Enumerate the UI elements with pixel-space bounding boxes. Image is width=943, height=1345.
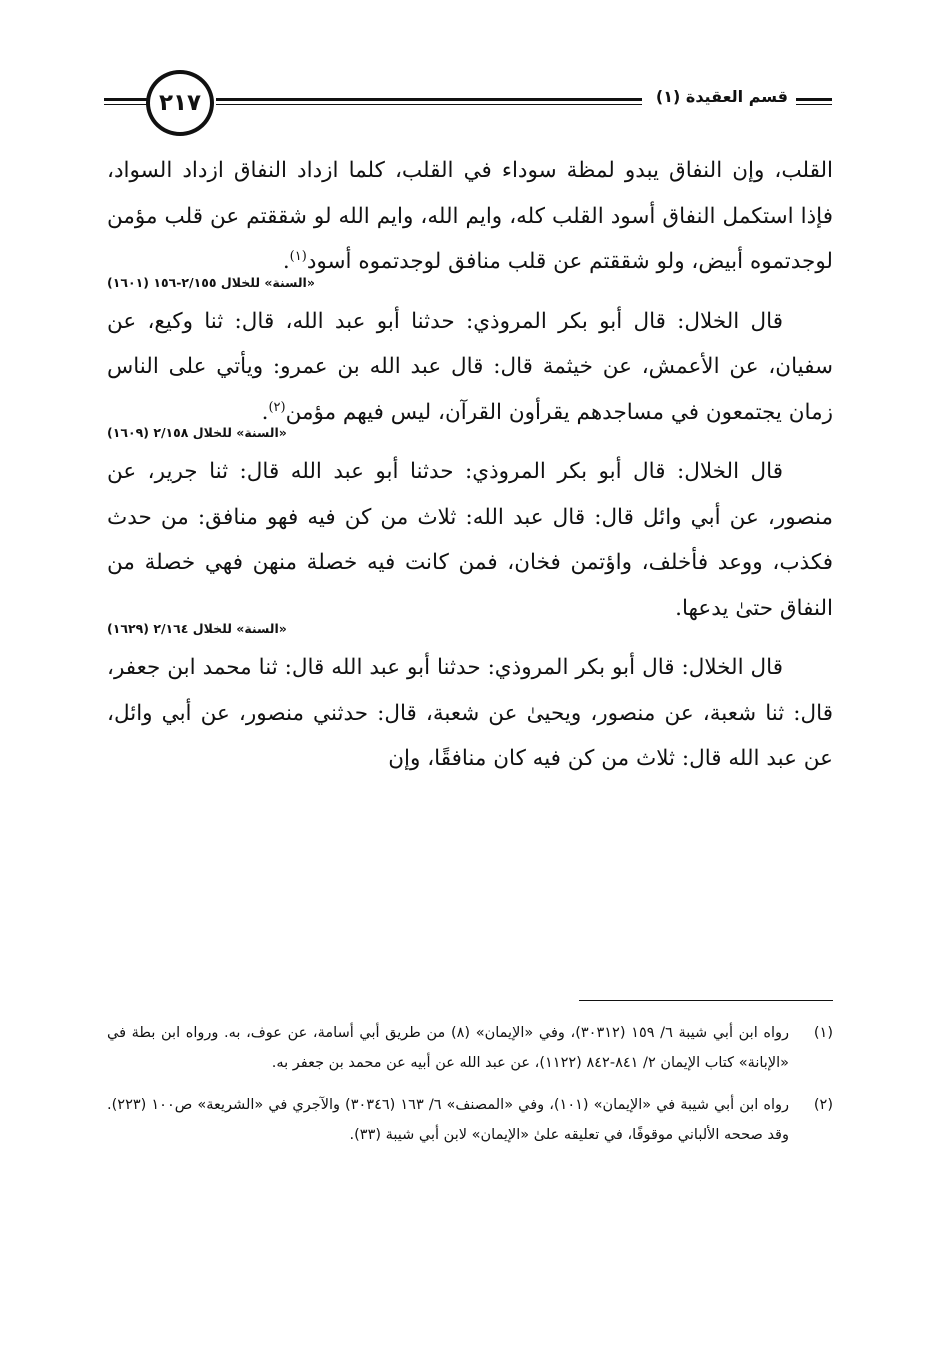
footnotes — [107, 1018, 833, 1162]
source-reference: «السنة» للخلال ٢/١٥٨ (١٦٠٩) — [107, 425, 287, 440]
paragraph-text: القلب، وإن النفاق يبدو لمظة سوداء في القلب، كلما ازداد النفاق ازداد السواد، فإذا استكمل النفاق أسود القلب كله، وايم الله، وايم الله لو شققتم عن قلب مؤمن لوجدتموه أبيض، ولو شققتم عن قلب منافق لوجدتموه أسود — [107, 158, 833, 274]
page-number-circle — [146, 70, 214, 136]
paragraph-text: قال الخلال: قال أبو بكر المروذي: حدثنا أبو عبد الله، قال: ثنا وكيع، عن سفيان، عن الأعمش، عن خيثمة قال: قال عبد الله بن عمرو: ويأتي على الناس زمان يجتمعون في مساجدهم يقرأون القرآن، ليس فيهم مؤمن — [107, 308, 833, 425]
source-reference: «السنة» للخلال ٢/١٥٥-١٥٦ (١٦٠١) — [107, 274, 315, 290]
header-rule-left — [104, 98, 148, 105]
section-title: قسم العقيدة (١) — [655, 87, 788, 106]
paragraph-end: . — [261, 399, 269, 425]
footnote-marker: (٢) — [268, 399, 286, 415]
footnote-text: رواه ابن أبي شيبة ٦/ ١٥٩ (٣٠٣١٢)، وفي «الإيمان» (٨) من طريق أبي أسامة، عن عوف، به. ورواه ابن بطة في «الإبانة» كتاب الإيمان ٢/ ٨٤١-٨٤٢ (١١٢٢)، عن عبد الله عن أبيه عن محمد بن جعفر به. — [107, 1025, 789, 1071]
footnote-number: (١) — [813, 1025, 833, 1041]
header-rule-right — [796, 98, 832, 105]
footnote-number: (٢) — [813, 1097, 833, 1113]
main-text — [107, 148, 833, 782]
header-rule-middle — [216, 98, 642, 105]
paragraph-4 — [107, 645, 833, 782]
footnote-text: رواه ابن أبي شيبة في «الإيمان» (١٠١)، وفي «المصنف» ٦/ ١٦٣ (٣٠٣٤٦) والآجري في «الشريعة» ص١٠٠ (٢٢٣). وقد صححه الألباني موقوفًا، في تعليقه علىٰ «الإيمان» لابن أبي شيبة (٣٣). — [107, 1097, 789, 1143]
paragraph-text: قال الخلال: قال أبو بكر المروذي: حدثنا أبو عبد الله قال: ثنا محمد ابن جعفر، قال: ثنا شعبة، عن منصور، ويحيىٰ عن شعبة، قال: حدثني منصور، عن أبي وائل، عن عبد الله قال: ثلاث من كن فيه كان منافقًا، وإن — [107, 655, 834, 771]
source-reference: «السنة» للخلال ٢/١٦٤ (١٦٢٩) — [107, 621, 287, 636]
paragraph-1 — [107, 148, 833, 285]
footnote-1 — [107, 1018, 833, 1078]
paragraph-3 — [107, 449, 833, 631]
footnote-separator — [579, 1000, 833, 1001]
footnote-2 — [107, 1090, 833, 1150]
paragraph-text: قال الخلال: قال أبو بكر المروذي: حدثنا أبو عبد الله قال: ثنا جرير، عن منصور، عن أبي وائل قال: قال عبد الله: ثلاث من كن فيه فهو منافق: من حدث فكذب، ووعد فأخلف، واؤتمن فخان، فمن كانت فيه خصلة منهن فهي خصلة من النفاق حتىٰ يدعها. — [107, 459, 833, 621]
footnote-marker: (١) — [289, 248, 307, 264]
paragraph-2 — [107, 299, 833, 436]
page-header — [104, 70, 832, 132]
paragraph-end: . — [282, 249, 290, 274]
page-number: ٢١٧ — [158, 90, 202, 116]
